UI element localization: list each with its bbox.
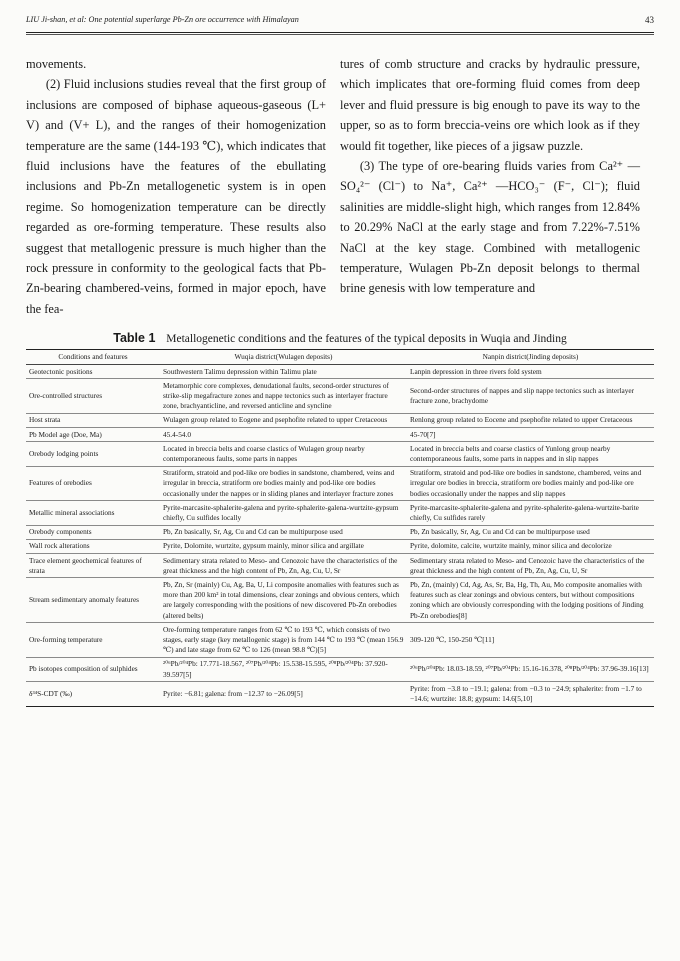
nanpin-cell: Pyrite-marcasite-sphalerite-galena and pyrite-sphalerite-galena-wurtzite-barite chiefly, Cu sulfides rarely bbox=[407, 501, 654, 525]
wuqia-cell: Pb, Zn basically, Sr, Ag, Cu and Cd can be multipurpose used bbox=[160, 525, 407, 539]
header-wuqia: Wuqia district(Wulagen deposits) bbox=[160, 350, 407, 365]
feature-cell: Pb Model age (Doe, Ma) bbox=[26, 428, 160, 442]
wuqia-cell: Located in breccia belts and coarse clastics of Wulagen group nearby contemporaneous faults, some parts in nappes bbox=[160, 442, 407, 466]
left-column bbox=[26, 54, 326, 319]
feature-cell: Host strata bbox=[26, 413, 160, 427]
wuqia-cell: Metamorphic core complexes, denudational faults, second-order structures of strike-slip megafracture zones and nappe tectonics such as interlayer fracture zone, brachyanticline, and reversed anticline and syncline bbox=[160, 379, 407, 414]
nanpin-cell: Pb, Zn, (mainly) Cd, Ag, As, Sr, Ba, Hg, Th, Au, Mo composite anomalies with features such as clear zonings and obvious centers, but without compositions zoning which are obviously corresponding with the lodging positions of Jinding Pb-Zn orebodies[8] bbox=[407, 578, 654, 623]
feature-cell: Features of orebodies bbox=[26, 466, 160, 501]
feature-cell: Pb isotopes composition of sulphides bbox=[26, 657, 160, 681]
wuqia-cell: Southwestern Talimu depression within Talimu plate bbox=[160, 365, 407, 379]
feature-cell: Stream sedimentary anomaly features bbox=[26, 578, 160, 623]
feature-cell: Metallic mineral associations bbox=[26, 501, 160, 525]
table-row bbox=[26, 466, 654, 501]
wuqia-cell: Ore-forming temperature ranges from 62 ℃ to 193 ℃, which consists of two stages, early stage (key metallogenic stage) is from 144 ℃ to 193 ℃ (mean 156.9 ℃) and late stage from 62 ℃ to 126 (mean 98.8 ℃)[5] bbox=[160, 623, 407, 658]
running-header bbox=[26, 15, 654, 29]
feature-cell: Geotectonic positions bbox=[26, 365, 160, 379]
feature-cell: Ore-forming temperature bbox=[26, 623, 160, 658]
header-conditions: Conditions and features bbox=[26, 350, 160, 365]
feature-cell: δ³⁴S-CDT (‰) bbox=[29, 688, 73, 698]
header-nanpin: Nanpin district(Jinding deposits) bbox=[407, 350, 654, 365]
wuqia-cell: ²⁰⁶Pb/²⁰⁴Pb: 17.771-18.567, ²⁰⁷Pb/²⁰⁴Pb: 15.538-15.595, ²⁰⁸Pb/²⁰⁴Pb: 37.920-39.597[5] bbox=[160, 657, 407, 681]
nanpin-cell: Pb, Zn basically, Sr, Ag, Cu and Cd can be multipurpose used bbox=[407, 525, 654, 539]
nanpin-cell: Pyrite, dolomite, calcite, wurtzite mainly, minor silica and decolorize bbox=[407, 539, 654, 553]
nanpin-cell: ²⁰⁶Pb/²⁰⁴Pb: 18.03-18.59, ²⁰⁷Pb/²⁰⁴Pb: 15.16-16.378, ²⁰⁸Pb/²⁰⁴Pb: 37.96-39.16[13] bbox=[407, 657, 654, 681]
table-row bbox=[26, 428, 654, 442]
wuqia-cell: Pyrite-marcasite-sphalerite-galena and pyrite-sphalerite-galena-wurtzite-gypsum chiefly, Cu sulfides locally bbox=[160, 501, 407, 525]
table-caption bbox=[26, 331, 654, 345]
paragraph: (2) Fluid inclusions studies reveal that the first group of inclusions are composed of biphase aqueous-gaseous (L+ V) and (V+ L), and the ranges of their homogenization temperature are the same (144-193 ℃), which indicates that fluid inclusions have the features of the ebullating inclusions and Pb-Zn metallogenetic system is in open regime. So homogenization temperature can be directly regarded as ore-forming temperature. These results also suggest that metallogenic pressure is much higher than the rock pressure in conformity to the geological facts that Pb-Zn-bearing chambered-veins, formed in major epoch, have the fea- bbox=[26, 77, 326, 316]
table-row bbox=[26, 365, 654, 379]
table-row bbox=[26, 554, 654, 578]
nanpin-cell: 45-70[7] bbox=[407, 428, 654, 442]
wuqia-cell: Pyrite, Dolomite, wurtzite, gypsum mainly, minor silica and argillate bbox=[160, 539, 407, 553]
deposits-table bbox=[26, 349, 654, 707]
table-row bbox=[26, 578, 654, 623]
table-header-row bbox=[26, 350, 654, 365]
wuqia-cell: Stratiform, stratoid and pod-like ore bodies in sandstone, chambered, veins and irregular in breccia, stratiform ore bodies mainly and pod-like ore bodies occasionally under the nappes or in sliding planes and interlayer fracture zones bbox=[160, 466, 407, 501]
paragraph: (3) The type of ore-bearing fluids varies from Ca²⁺ —SO₄²⁻ (Cl⁻) to Na⁺, Ca²⁺ —HCO₃⁻ (F⁻, Cl⁻); fluid salinities are middle-slight high, which ranges from 12.84% to 20.29% NaCl at the early stage and from 7.22%-7.51% NaCl at the key stage. Combined with metallogenic temperature, Wulagen Pb-Zn deposit belongs to thermal brine genesis with low temperature and bbox=[340, 159, 640, 296]
table-row bbox=[26, 501, 654, 525]
paragraph: tures of comb structure and cracks by hydraulic pressure, which implicates that ore-forming fluid comes from deep lever and fluid pressure is big enough to pave its way to the upper, so as to form breccia-veins ore which look as if they would fit together, like pieces of a jigsaw puzzle. bbox=[340, 57, 640, 153]
page-number: 43 bbox=[645, 15, 654, 25]
header-rule-thin bbox=[26, 34, 654, 35]
wuqia-cell: Pb, Zn, Sr (mainly) Cu, Ag, Ba, U, Li composite anomalies with features such as more than 200 km² in total dimensions, clear zonings and obvious centers, which are largely corresponding with the positions of new discovered Pb-Zn orebodies (altered belts) bbox=[160, 578, 407, 623]
nanpin-cell: Stratiform, stratoid and pod-like ore bodies in sandstone, chambered, veins and irregular ore bodies in breccia, stratiform ore bodies mainly and pod-like ore bodies occasionally under the nappes and slip nappes bbox=[407, 466, 654, 501]
nanpin-cell: Second-order structures of nappes and slip nappe tectonics such as interlayer fracture zone, brachydome bbox=[407, 379, 654, 414]
nanpin-cell: Located in breccia belts and coarse clastics of Yunlong group nearby contemporaneous faults, some parts in nappes and in slip nappes bbox=[407, 442, 654, 466]
wuqia-cell: Pyrite: −6.81; galena: from −12.37 to −26.09[5] bbox=[163, 688, 303, 698]
table-row bbox=[26, 379, 654, 414]
right-column bbox=[340, 54, 640, 299]
feature-cell: Wall rock alterations bbox=[26, 539, 160, 553]
wuqia-cell: Sedimentary strata related to Meso- and Cenozoic have the characteristics of the great thickness and the high content of Pb, Zn, Ag, Cu, U, Sr bbox=[160, 554, 407, 578]
wuqia-cell: 45.4-54.0 bbox=[160, 428, 407, 442]
feature-cell: Trace element geochemical features of strata bbox=[26, 554, 160, 578]
table-caption-text: Metallogenetic conditions and the features of the typical deposits in Wuqia and Jinding bbox=[166, 333, 567, 345]
nanpin-cell: Renlong group related to Eocene and psephofite related to upper Cretaceous bbox=[407, 413, 654, 427]
nanpin-cell: Lanpin depression in three rivers fold system bbox=[407, 365, 654, 379]
table-row bbox=[26, 413, 654, 427]
table-row bbox=[26, 442, 654, 466]
table-row bbox=[26, 525, 654, 539]
feature-cell: Orebody lodging points bbox=[26, 442, 160, 466]
table-row bbox=[26, 657, 654, 681]
running-title: LIU Ji-shan, et al: One potential superlarge Pb-Zn ore occurrence with Himalayan bbox=[26, 15, 299, 24]
table-row bbox=[26, 682, 654, 706]
table-label: Table 1 bbox=[113, 331, 156, 345]
wuqia-cell: Wulagen group related to Eogene and psephofite related to upper Cretaceous bbox=[160, 413, 407, 427]
table-row bbox=[26, 539, 654, 553]
header-rule bbox=[26, 32, 654, 33]
nanpin-cell: Pyrite: from −3.8 to −19.1; galena: from −0.3 to −24.9; sphalerite: from −1.7 to −14.6; wurtzite: 18.8; gypsum: 14.6[5,10] bbox=[410, 683, 642, 703]
feature-cell: Ore-controlled structures bbox=[26, 379, 160, 414]
nanpin-cell: Sedimentary strata related to Meso- and Cenozoic have the characteristics of the great thickness and the high content of Pb, Zn, Ag, Cu, U, Sr bbox=[407, 554, 654, 578]
nanpin-cell: 309-120 ℃, 150-250 ℃[11] bbox=[407, 623, 654, 658]
paragraph: movements. bbox=[26, 57, 87, 71]
feature-cell: Orebody components bbox=[26, 525, 160, 539]
table-row bbox=[26, 623, 654, 658]
